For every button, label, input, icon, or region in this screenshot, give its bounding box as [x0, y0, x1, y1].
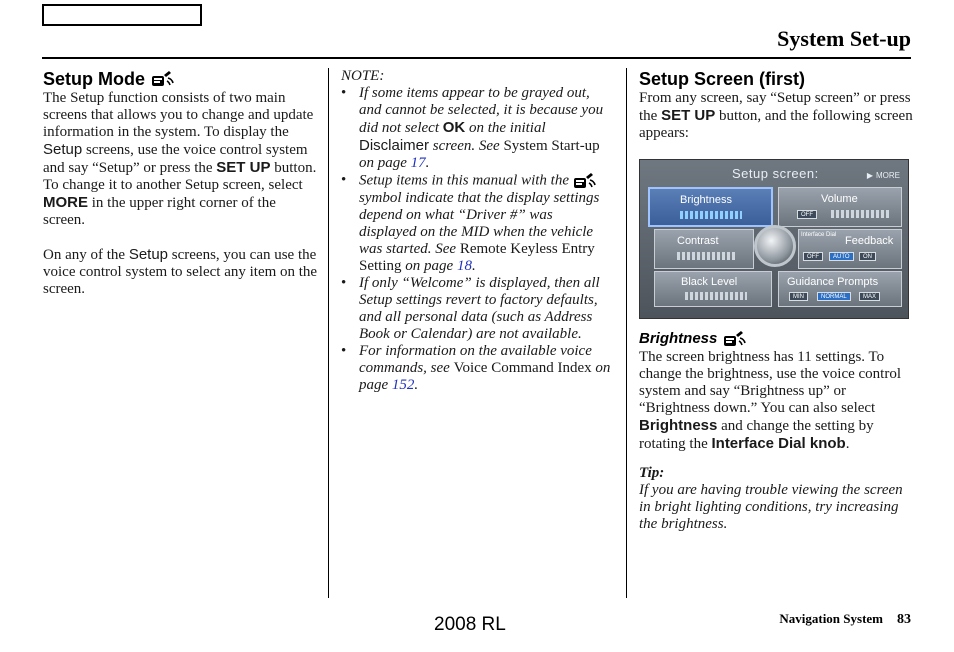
top-tab-box [42, 4, 202, 26]
page-number: 83 [897, 612, 911, 627]
setup-mode-paragraph-1: The Setup function consists of two main screens that allows you to change and update information in the system. To display the Setup screens, use the voice control system and say “Setup” or press the SET UP button. To change it to another Setup screen, select MORE in the upper right corner of the screen. [43, 90, 317, 228]
tip-title: Tip: [639, 465, 665, 481]
screen-contrast-panel: Contrast [654, 229, 754, 269]
volume-level-bar [831, 210, 891, 218]
header-divider [42, 57, 911, 59]
setup-screen-heading: Setup Screen (first) [639, 69, 806, 89]
voice-control-icon [723, 330, 747, 348]
screen-brightness-panel: Brightness [648, 187, 773, 227]
page-link-18[interactable]: 18 [456, 258, 472, 274]
screen-title: Setup screen: [732, 166, 819, 181]
play-arrow-icon: ▶ [866, 171, 873, 180]
setup-mode-heading: Setup Mode [43, 68, 319, 90]
screen-volume-panel: Volume OFF [778, 187, 902, 227]
note-item: • If some items appear to be grayed out, and cannot be selected, it is because you did not select OK on the initial Disclaimer screen. See System Start-up on page 17. [341, 85, 604, 171]
column-divider-1 [328, 68, 329, 598]
page-link-17[interactable]: 17 [410, 155, 426, 171]
interface-dial-knob [754, 225, 796, 267]
setup-screen-illustration [639, 159, 909, 319]
setup-mode-paragraph-2: On any of the Setup screens, you can use the voice control system to select any item on the screen. [43, 246, 318, 297]
brightness-subheading: Brightness [639, 329, 914, 349]
setup-screen-intro: From any screen, say “Setup screen” or press the SET UP button, and the following screen appears: [639, 90, 913, 141]
page-title: System Set-up [777, 26, 911, 51]
brightness-level-bar [680, 211, 742, 219]
screen-guidance-panel: Guidance Prompts MIN NORMAL MAX [778, 271, 902, 307]
footer-navigation-label: Navigation System 83 [779, 611, 911, 627]
note-item: • Setup items in this manual with the symbol indicate that the display settings depend on what “Driver #” was displayed on the MID when the vehicle was started. See Remote Keyless Entry Setting on page 18. [341, 172, 600, 274]
note-item: • If only “Welcome” is displayed, then all Setup settings revert to factory defaults, and all personal data (such as Address Book or Calendar) are not available. [341, 275, 600, 342]
column-divider-2 [626, 68, 627, 598]
voice-control-icon [151, 70, 175, 88]
column-setup-mode [43, 68, 319, 298]
voice-control-icon [573, 172, 597, 190]
brightness-paragraph: The screen brightness has 11 settings. To change the brightness, use the voice control system and say “Brightness up” or “Brightness down.” You can also select Brightness and change the setting by rotating the Interface Dial knob. [639, 349, 902, 452]
screen-more-button: ▶ MORE [866, 171, 900, 180]
note-title: NOTE: [341, 68, 385, 84]
contrast-level-bar [677, 252, 737, 260]
column-setup-screen [639, 68, 914, 533]
screen-feedback-panel: Interface Dial Feedback OFF AUTO ON [798, 229, 902, 269]
page-link-152[interactable]: 152 [391, 377, 415, 393]
column-notes [341, 68, 613, 394]
black-level-bar [685, 292, 747, 300]
tip-text: If you are having trouble viewing the screen in bright lighting conditions, try increasing the brightness. [639, 482, 903, 532]
footer-model-year: 2008 RL [434, 614, 506, 635]
note-item: • For information on the available voice commands, see Voice Command Index on page 152. [341, 343, 611, 393]
screen-black-level-panel: Black Level [654, 271, 772, 307]
